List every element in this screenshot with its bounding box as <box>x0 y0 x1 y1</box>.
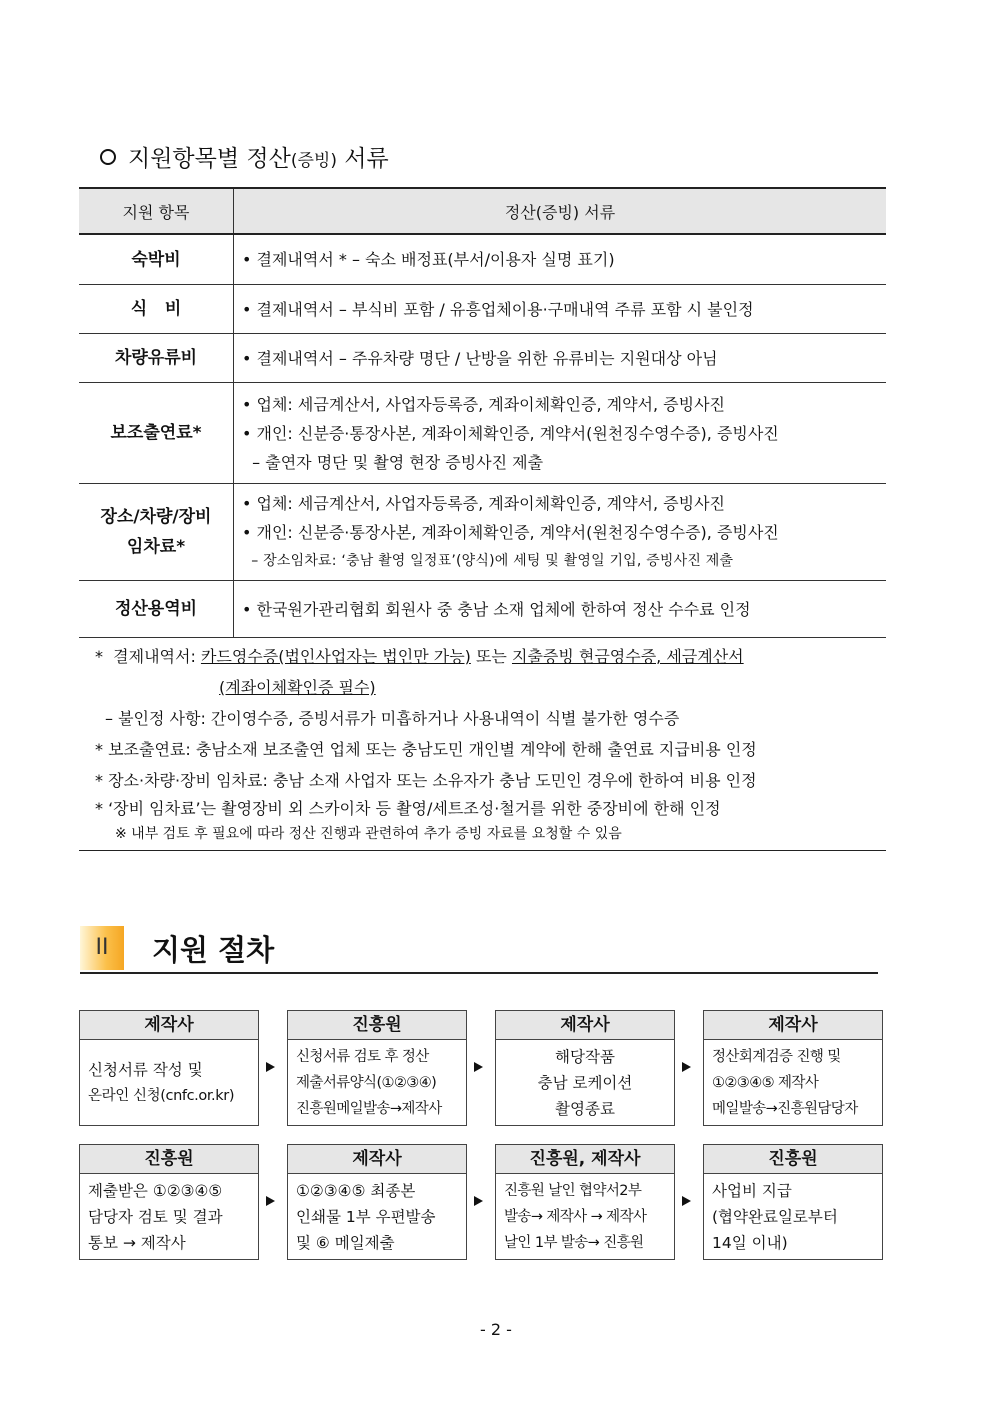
flow-step-5 <box>79 1144 259 1260</box>
header-documents: 정산(증빙) 서류 <box>234 188 887 234</box>
step-head: 진흥원 <box>704 1145 882 1174</box>
row-item: 차량유류비 <box>79 334 234 383</box>
page-number: - 2 - <box>480 1320 512 1339</box>
settlement-documents-table <box>79 187 886 638</box>
flow-step-4 <box>703 1010 883 1126</box>
step-head: 진흥원 <box>288 1011 466 1040</box>
row-line: • 결제내역서 – 부식비 포함 / 유흥업체이용·구매내역 주류 포함 시 불인정 <box>242 299 754 319</box>
row-item <box>79 484 234 581</box>
section-title: 지원 절차 <box>152 933 275 967</box>
arrow-right-icon <box>266 1062 275 1072</box>
table-row <box>79 581 886 638</box>
row-line: • 개인: 신분증·통장사본, 계좌이체확인증, 계약서(원천징수영수증), 증빙사진 <box>242 522 779 542</box>
heading-paren: (증빙) <box>290 151 337 171</box>
table-row <box>79 285 886 334</box>
row-item: 숙박비 <box>79 234 234 285</box>
flow-step-3 <box>495 1010 675 1126</box>
notes-block <box>79 641 886 851</box>
step-head: 제작사 <box>80 1011 258 1040</box>
row-line: • 업체: 세금계산서, 사업자등록증, 계좌이체확인증, 계약서, 증빙사진 <box>242 493 726 513</box>
step-head: 진흥원, 제작사 <box>496 1145 674 1174</box>
note-equipment: * ‘장비 임차료’는 촬영장비 외 스카이차 등 촬영/세트조성·철거를 위한 중장비에 한해 인정 <box>95 799 721 818</box>
circle-bullet-icon <box>100 149 116 165</box>
arrow-right-icon <box>682 1062 691 1072</box>
table-row <box>79 383 886 484</box>
step-body: 정산회계검증 진행 및 ①②③④⑤ 제작사 메일발송→진흥원담당자 <box>712 1048 858 1117</box>
step-head: 제작사 <box>704 1011 882 1040</box>
row-line: • 결제내역서 – 주유차량 명단 / 난방을 위한 유류비는 지원대상 아님 <box>242 348 718 368</box>
table-row <box>79 234 886 285</box>
arrow-right-icon <box>682 1196 691 1206</box>
step-head: 제작사 <box>288 1145 466 1174</box>
arrow-right-icon <box>474 1196 483 1206</box>
step-body: 신청서류 작성 및 온라인 신청(cnfc.or.kr) <box>88 1060 235 1104</box>
table-header-row <box>79 188 886 234</box>
step-body: 진흥원 날인 협약서2부 발송→ 제작사 → 제작사 날인 1부 발송→ 진흥원 <box>504 1182 647 1251</box>
row-item-line2: 임차료* <box>126 537 186 557</box>
section-title-bar <box>80 926 878 974</box>
row-line: • 개인: 신분증·통장사본, 계좌이체확인증, 계약서(원천징수영수증), 증빙사진 <box>242 423 779 443</box>
flow-step-6 <box>287 1144 467 1260</box>
row-item: 식 비 <box>79 285 234 334</box>
arrow-right-icon <box>266 1196 275 1206</box>
note-extra-fee: * 보조출연료: 충남소재 보조출연 업체 또는 충남도민 개인별 계약에 한해 출연료 지급비용 인정 <box>95 740 757 759</box>
section-heading <box>100 140 389 173</box>
row-line: • 한국원가관리협회 회원사 중 충남 소재 업체에 한하여 정산 수수료 인정 <box>242 599 751 619</box>
heading-text: 지원항목별 정산 <box>128 146 291 172</box>
note-payment-cont: (계좌이체확인증 필수) <box>219 678 376 697</box>
step-body: ①②③④⑤ 최종본 인쇄물 1부 우편발송 및 ⑥ 메일제출 <box>296 1181 436 1252</box>
row-line: – 장소임차료: ‘충남 촬영 일정표’(양식)에 세팅 및 촬영일 기입, 증빙사진 제출 <box>242 552 734 569</box>
flow-step-7 <box>495 1144 675 1260</box>
note-payment: * 결제내역서: 카드영수증(법인사업자는 법인만 가능) 또는 지출증빙 현금영수증, 세금계산서 <box>95 647 744 666</box>
flow-step-1 <box>79 1010 259 1126</box>
header-item: 지원 항목 <box>79 188 234 234</box>
step-head: 제작사 <box>496 1011 674 1040</box>
arrow-right-icon <box>474 1062 483 1072</box>
step-body: 해당작품 충남 로케이션 촬영종료 <box>537 1047 633 1118</box>
note-not-accepted: – 불인정 사항: 간이영수증, 증빙서류가 미흡하거나 사용내역이 식별 불가한 영수증 <box>105 709 680 728</box>
row-item: 정산용역비 <box>79 581 234 638</box>
step-body: 사업비 지급 (협약완료일로부터 14일 이내) <box>712 1181 838 1252</box>
flow-step-2 <box>287 1010 467 1126</box>
row-item-line1: 장소/차량/장비 <box>100 507 212 527</box>
step-body: 제출받은 ①②③④⑤ 담당자 검토 및 결과 통보 → 제작사 <box>88 1181 223 1252</box>
table-row <box>79 484 886 581</box>
flow-step-8 <box>703 1144 883 1260</box>
row-line: • 결제내역서 * – 숙소 배정표(부서/이용자 실명 표기) <box>242 250 615 269</box>
note-rental: * 장소·차량·장비 임차료: 충남 소재 사업자 또는 소유자가 충남 도민인 경우에 한하여 비용 인정 <box>95 771 757 790</box>
row-line: – 출연자 명단 및 촬영 현장 증빙사진 제출 <box>242 452 544 472</box>
step-body: 신청서류 검토 후 정산 제출서류양식(①②③④) 진흥원메일발송→제작사 <box>296 1048 442 1117</box>
step-head: 진흥원 <box>80 1145 258 1174</box>
note-internal-review: ※ 내부 검토 후 필요에 따라 정산 진행과 관련하여 추가 증빙 자료를 요청할 수 있음 <box>115 826 622 842</box>
section-number: II <box>80 926 124 970</box>
row-line: • 업체: 세금계산서, 사업자등록증, 계좌이체확인증, 계약서, 증빙사진 <box>242 394 726 414</box>
row-item: 보조출연료* <box>79 383 234 484</box>
table-row <box>79 334 886 383</box>
heading-tail: 서류 <box>344 146 389 172</box>
